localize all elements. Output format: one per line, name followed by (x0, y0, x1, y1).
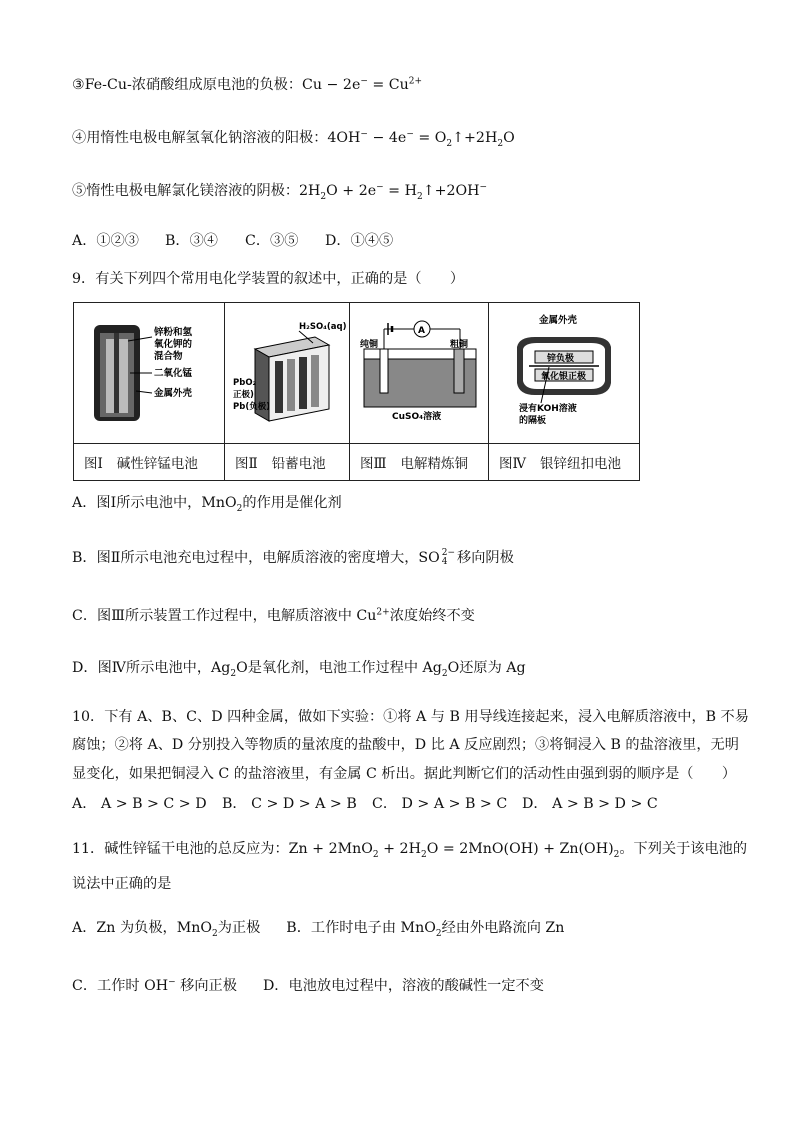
q9-option-c (72, 605, 475, 625)
fig1-label: 氧化钾的 (154, 339, 193, 350)
statement-5 (72, 180, 487, 202)
q11-options-row-1 (72, 917, 564, 939)
sulfate-charge-index (442, 549, 455, 567)
option-text: 为正极 (217, 920, 261, 936)
fig2-label: H₂SO₄(aq) (299, 322, 347, 332)
formula-part: = H (383, 183, 417, 199)
q9-stem: 9．有关下列四个常用电化学装置的叙述中，正确的是（ ） (72, 271, 465, 287)
formula-part: − 4e (367, 130, 407, 146)
q11-text: + 2H (378, 841, 421, 857)
q11-option-c (72, 978, 237, 994)
formula-sub: 2 (446, 138, 453, 149)
formula-part: O + 2e (326, 183, 377, 199)
fig1-label: 二氧化锰 (154, 368, 193, 379)
option-text: 移向阴极 (457, 550, 514, 566)
formula-sub: 2 (420, 849, 427, 860)
q11-option-b (286, 920, 565, 939)
formula-sup: − (360, 76, 368, 87)
formula-sup: − (360, 129, 368, 140)
statement-5-text: ⑤惰性电极电解氯化镁溶液的阴极： (72, 183, 300, 199)
figure-number: 图Ⅱ (235, 456, 258, 472)
q10-stem-line-3: 显变化，如果把铜浸入 C 的盐溶液里，有金属 C 析出。据此判断它们的活动性由强到弱的顺序是（ ） (72, 766, 737, 782)
formula-part: 4OH (327, 130, 361, 146)
figure-name: 铅蓄电池 (271, 456, 326, 472)
q11-option-d: D．电池放电过程中，溶液的酸碱性一定不变 (262, 978, 544, 994)
option-text: 浓度始终不变 (389, 608, 475, 624)
q8-option-b: B．③④ (165, 233, 218, 249)
q8-option-a: A．①②③ (72, 233, 139, 249)
formula-sub: 2 (236, 503, 243, 514)
figure-number: 图Ⅰ (84, 456, 103, 472)
formula-part: = Cu (367, 77, 409, 93)
q8-options (72, 230, 393, 250)
figure-4-caption (489, 444, 640, 481)
q11-stem-line-1 (72, 838, 747, 860)
q10-options (72, 793, 658, 813)
fig3-label: 纯铜 (360, 340, 379, 350)
formula-sup: − (376, 182, 384, 193)
option-text: A．图Ⅰ所示电池中，MnO (72, 495, 237, 511)
formula-sup: − (406, 129, 414, 140)
formula-part: O (503, 130, 515, 146)
option-text: C．图Ⅲ所示装置工作过程中，电解质溶液中 Cu (72, 608, 377, 624)
figure-1-caption (74, 444, 225, 481)
option-text: C．工作时 OH (72, 978, 169, 994)
formula-sub: 2 (320, 191, 327, 202)
q11-text: 11．碱性锌锰干电池的总反应为：Zn + 2MnO (72, 841, 373, 857)
formula-sup: 2− (441, 548, 456, 558)
formula-sup: 2+ (408, 76, 423, 87)
fig3-label: CuSO₄溶液 (392, 412, 442, 422)
figure-2-caption (225, 444, 350, 481)
formula-sub: 2 (497, 138, 504, 149)
figure-number: 图Ⅳ (499, 456, 526, 472)
q11-option-a (72, 920, 261, 939)
q9-option-b (72, 547, 514, 567)
q9-option-a (72, 492, 342, 514)
q11-text: 。下列关于该电池的 (619, 841, 748, 857)
formula-sub: 2 (230, 668, 237, 679)
q10-stem-line-2: 腐蚀；②将 A、D 分别投入等物质的量浓度的盐酸中，D 比 A 反应剧烈；③将铜浸入 B 的盐溶液里，无明 (72, 737, 739, 753)
formula-sub: 2 (372, 849, 379, 860)
fig1-label: 金属外壳 (154, 388, 193, 399)
fig3-label: 粗铜 (450, 340, 469, 350)
q11-options-row-2 (72, 975, 544, 995)
figure-name: 电解精炼铜 (400, 456, 469, 472)
q8-option-c: C．③⑤ (245, 233, 299, 249)
fig4-label: 氧化银正极 (541, 372, 587, 382)
fig1-label: 混合物 (154, 351, 183, 362)
q11-text: O = 2MnO(OH) + Zn(OH) (426, 841, 614, 857)
fig4-label: 锌负极 (547, 354, 575, 364)
formula-sup: − (168, 977, 176, 988)
q10-option-a: A． A > B > C > D (72, 796, 207, 812)
formula-sub: 2 (211, 928, 218, 939)
formula-part: ↑+2OH (422, 183, 480, 199)
formula-sub: 2 (441, 668, 448, 679)
q9-option-d (72, 657, 526, 679)
figure-1-image (74, 303, 225, 444)
copper-refining-electrolysis-diagram (350, 303, 488, 439)
figure-name: 碱性锌锰电池 (116, 456, 198, 472)
silver-zinc-button-battery-diagram (489, 303, 639, 439)
formula-sup: − (479, 182, 488, 193)
option-text: 的作用是催化剂 (242, 495, 342, 511)
lead-acid-battery-diagram (225, 303, 349, 439)
formula-part: = O (413, 130, 447, 146)
figure-number: 图Ⅲ (360, 456, 387, 472)
option-text: O还原为 Ag (447, 660, 526, 676)
option-text: B．图Ⅱ所示电池充电过程中，电解质溶液的密度增大，SO (72, 550, 440, 566)
option-text: A．Zn 为负极，MnO (72, 920, 212, 936)
formula-sub: 4 (441, 557, 448, 567)
option-text: D．图Ⅳ所示电池中，Ag (72, 660, 231, 676)
fig2-label: PbO₂ (233, 378, 257, 388)
figure-name: 银锌纽扣电池 (540, 456, 621, 472)
formula-part: 2H (299, 183, 321, 199)
q11-stem-line-2: 说法中正确的是 (72, 876, 172, 892)
fig4-label: 金属外壳 (539, 315, 578, 326)
fig4-label: 的隔板 (519, 416, 547, 426)
fig1-label: 锌粉和氢 (154, 327, 193, 338)
figure-2-image (225, 303, 350, 444)
statement-3 (72, 74, 422, 94)
statement-3-text: ③Fe-Cu-浓硝酸组成原电池的负极： (72, 77, 303, 93)
q8-option-d: D．①④⑤ (325, 233, 394, 249)
option-text: B．工作时电子由 MnO (286, 920, 436, 936)
fig2-label: 正极) (233, 390, 254, 400)
fig2-label: Pb(负极) (233, 402, 271, 412)
q10-option-b: B． C > D > A > B (222, 796, 357, 812)
formula-sub: 2 (613, 849, 620, 860)
figure-3-image (350, 303, 489, 444)
q10-stem-line-1: 10．下有 A、B、C、D 四种金属，做如下实验：①将 A 与 B 用导线连接起来，浸入电解质溶液中，B 不易 (72, 709, 749, 725)
statement-4-text: ④用惰性电极电解氢氧化钠溶液的阳极： (72, 130, 328, 146)
formula-part: ↑+2H (452, 130, 498, 146)
formula-part: Cu − 2e (302, 77, 361, 93)
figure-4-image (489, 303, 640, 444)
option-text: 移向正极 (175, 978, 237, 994)
q10-option-d: D． A > B > D > C (522, 796, 658, 812)
figure-3-caption (350, 444, 489, 481)
option-text: O是氧化剂，电池工作过程中 Ag (236, 660, 442, 676)
alkaline-zinc-manganese-battery-diagram (74, 303, 224, 439)
ammeter-icon: A (418, 326, 425, 336)
formula-sup: 2+ (376, 607, 390, 618)
statement-4 (72, 127, 515, 149)
q10-option-c: C． D > A > B > C (372, 796, 508, 812)
fig4-label: 浸有KOH溶液 (519, 404, 577, 414)
option-text: 经由外电路流向 Zn (441, 920, 565, 936)
q9-figure-table (73, 302, 640, 481)
formula-sub: 2 (416, 191, 423, 202)
formula-sub: 2 (435, 928, 442, 939)
